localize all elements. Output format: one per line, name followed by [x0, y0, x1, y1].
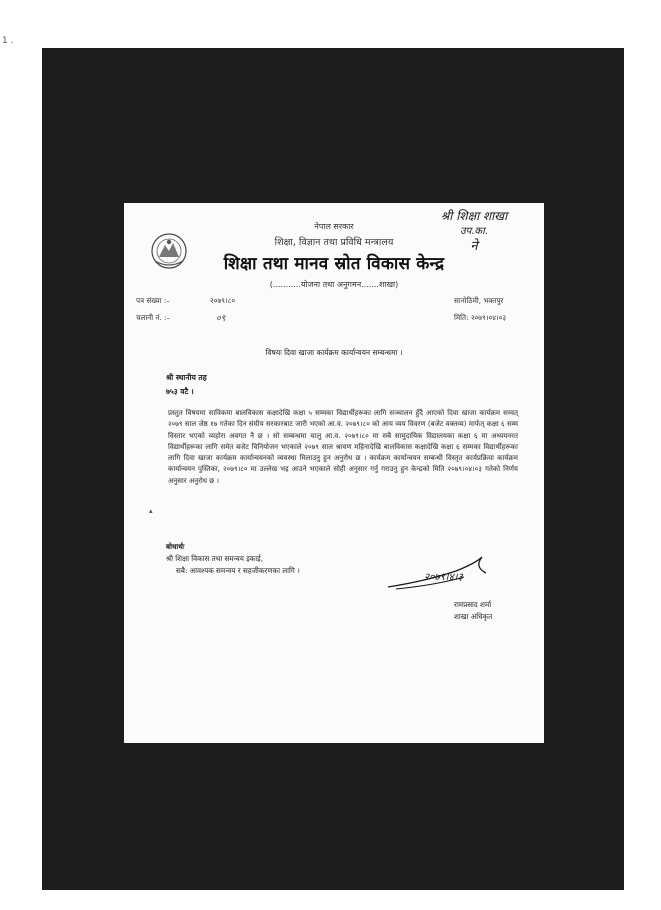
scan-corner-mark: 1 .: [2, 36, 14, 46]
letter-body: प्रस्तुत विषयमा साविकमा बालविकास कक्षादेखि कक्षा ५ सम्मका विद्यार्थीहरूका लागि सञ्चालन हुँदै आएको दिवा खाजा कार्यक्रम सम्वत् २०७९ साल जेष्ठ १७ गतेका दिन संघीय सरकारबाट जारी भएको आ.व. २०७९।८० को आय व्यय विवरण (बजेट वक्तव्य) मार्फत् कक्षा ६ सम्म विस्तार भएको व्यहोरा अवगत नै छ । सो सम्बन्धमा चालु आ.व. २०७९।८० मा सबै सामुदायिक विद्यालयका कक्षा ६ मा अध्ययनरत विद्यार्थीहरूका लागि समेत बजेट विनियोजन भएकाले २०७९ साल श्रावण महिनादेखि बालविकास कक्षादेखि कक्षा ६ सम्मका विद्यार्थीहरूका लागि दिवा खाजा कार्यक्रम कार्यान्वयनको व्यवस्था मिलाउनु हुन अनुरोध छ । कार्यक्रम कार्यान्वयन सम्बन्धी विस्तृत कार्यप्रक्रिया कार्यक्रम कार्यान्वयन पुस्तिका, २०७९।८० मा उल्लेख भइ आउने भएकाले सोही अनुसार गर्नु गराउनु हुन केन्द्रको मिति २०७९।०४।०३ गतेको निर्णय अनुसार अनुरोध छ ।: [168, 409, 518, 485]
patra-label: पत्र संख्या :–: [136, 296, 170, 305]
chalani-label: चलानी नं. :–: [136, 313, 171, 322]
letterhead-office: शिक्षा तथा मानव स्रोत विकास केन्द्र: [223, 254, 445, 274]
place: सानोठिमी, भक्तपुर: [454, 296, 504, 305]
letter-page: [124, 203, 544, 743]
signer-name: रामप्रसाद शर्मा: [454, 600, 492, 609]
letterhead-section: (...........योजना तथा अनुगमन.......शाखा): [269, 280, 399, 289]
addressee-line: ७५३ वटै ।: [166, 387, 194, 396]
handwritten-note-line: उप.का.: [460, 226, 488, 237]
signer-block: [454, 599, 492, 623]
letterhead-government: नेपाल सरकार: [314, 222, 354, 231]
chalani-value: ०९: [216, 314, 226, 324]
bodhartha-block: [166, 541, 300, 577]
bodhartha-line: श्री शिक्षा विकास तथा समन्वय इकाई,: [166, 554, 263, 563]
addressee: [166, 371, 207, 399]
signature-date: २०७९।४।३: [424, 572, 463, 583]
letter-subject: विषयः दिवा खाजा कार्यक्रम कार्यान्वयन सम्बन्धमा ।: [265, 348, 403, 357]
bodhartha-label: बोधार्थः: [166, 542, 185, 551]
addressee-line: श्री स्थानीय तह: [166, 373, 207, 382]
signer-title: शाखा अधिकृत: [454, 612, 493, 621]
handwritten-note: [414, 209, 534, 254]
margin-mark: ▴: [149, 507, 153, 515]
handwritten-note-line: श्री शिक्षा शाखा: [440, 209, 508, 223]
letterhead-ministry: शिक्षा, विज्ञान तथा प्रविधि मन्त्रालय: [274, 237, 394, 248]
handwritten-note-line: ने: [470, 239, 478, 254]
letter-date: मिति: २०७९।०४।०३: [454, 313, 507, 322]
patra-value: २०७९।८०: [210, 296, 236, 305]
bodhartha-line: सबै: आवश्यक समन्वय र सहजीकरणका लागि ।: [176, 566, 300, 575]
